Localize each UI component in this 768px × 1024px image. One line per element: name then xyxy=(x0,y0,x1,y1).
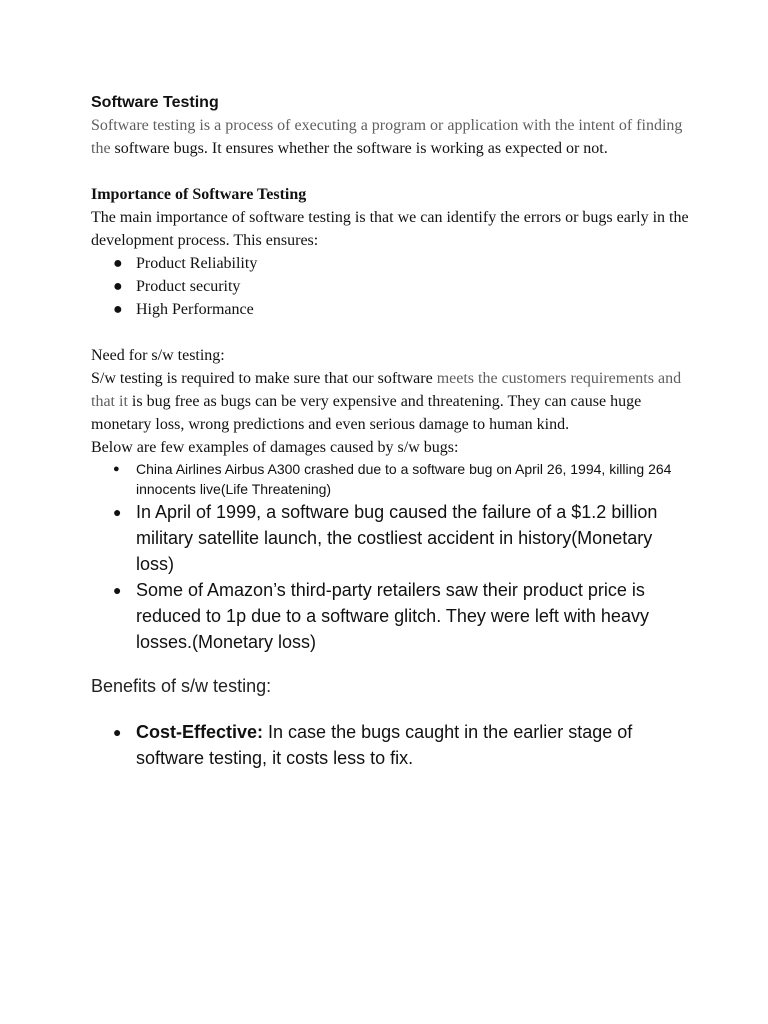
need-gray-text: meets the customers requirements and that it xyxy=(91,370,682,410)
need-heading: Need for s/w testing: xyxy=(91,347,225,364)
list-item-text: Product security xyxy=(136,278,241,295)
list-item xyxy=(91,499,691,577)
bullet-icon: ● xyxy=(113,463,120,475)
need-text-part-2: is bug free as bugs can be very expensive and threatening. They can cause huge monetary loss, wrong predictions and even serious damage to human kind. xyxy=(91,393,642,433)
list-item xyxy=(91,252,691,275)
benefit-text: In case the bugs caught in the earlier stage of software testing, it costs less to fix. xyxy=(136,722,633,768)
benefits-heading: Benefits of s/w testing: xyxy=(91,676,272,696)
intro-black-text: software bugs. It ensures whether the software is working as expected or not. xyxy=(110,140,608,157)
bullet-icon: ● xyxy=(113,504,122,520)
importance-list xyxy=(91,252,691,321)
list-item xyxy=(91,719,691,771)
list-item-text: Some of Amazon’s third-party retailers saw their product price is reduced to 1p due to a software glitch. They were left with heavy losses.(Monetary loss) xyxy=(136,580,649,652)
examples-list-large xyxy=(91,499,691,655)
benefits-list xyxy=(91,719,691,771)
importance-heading: Importance of Software Testing xyxy=(91,186,307,203)
bullet-icon: ● xyxy=(113,582,122,598)
examples-intro: Below are few examples of damages caused by s/w bugs: xyxy=(91,439,459,456)
list-item-text: Product Reliability xyxy=(136,255,258,272)
list-item-text: China Airlines Airbus A300 crashed due to a software bug on April 26, 1994, killing 264 innocents live(Life Threatening) xyxy=(136,461,672,497)
bullet-icon: ● xyxy=(113,255,123,272)
document-page xyxy=(91,92,691,771)
need-paragraph xyxy=(91,367,691,436)
bullet-icon: ● xyxy=(113,724,122,740)
list-item xyxy=(91,275,691,298)
benefit-label: Cost-Effective: xyxy=(136,722,264,742)
document-title: Software Testing xyxy=(91,94,219,111)
need-text-part-1: S/w testing is required to make sure that our software xyxy=(91,370,437,387)
list-item xyxy=(91,459,691,499)
list-item-text: High Performance xyxy=(136,301,254,318)
importance-paragraph: The main importance of software testing is that we can identify the errors or bugs early in the development process. This ensures: xyxy=(91,209,689,249)
intro-gray-text: Software testing is a process of executing a program or application with the intent of finding the xyxy=(91,117,683,157)
list-item-text: In April of 1999, a software bug caused the failure of a $1.2 billion military satellite launch, the costliest accident in history(Monetary loss) xyxy=(136,502,658,574)
examples-list-small xyxy=(91,459,691,499)
list-item xyxy=(91,577,691,655)
bullet-icon: ● xyxy=(113,278,123,295)
list-item xyxy=(91,298,691,321)
intro-paragraph xyxy=(91,114,691,160)
bullet-icon: ● xyxy=(113,301,123,318)
